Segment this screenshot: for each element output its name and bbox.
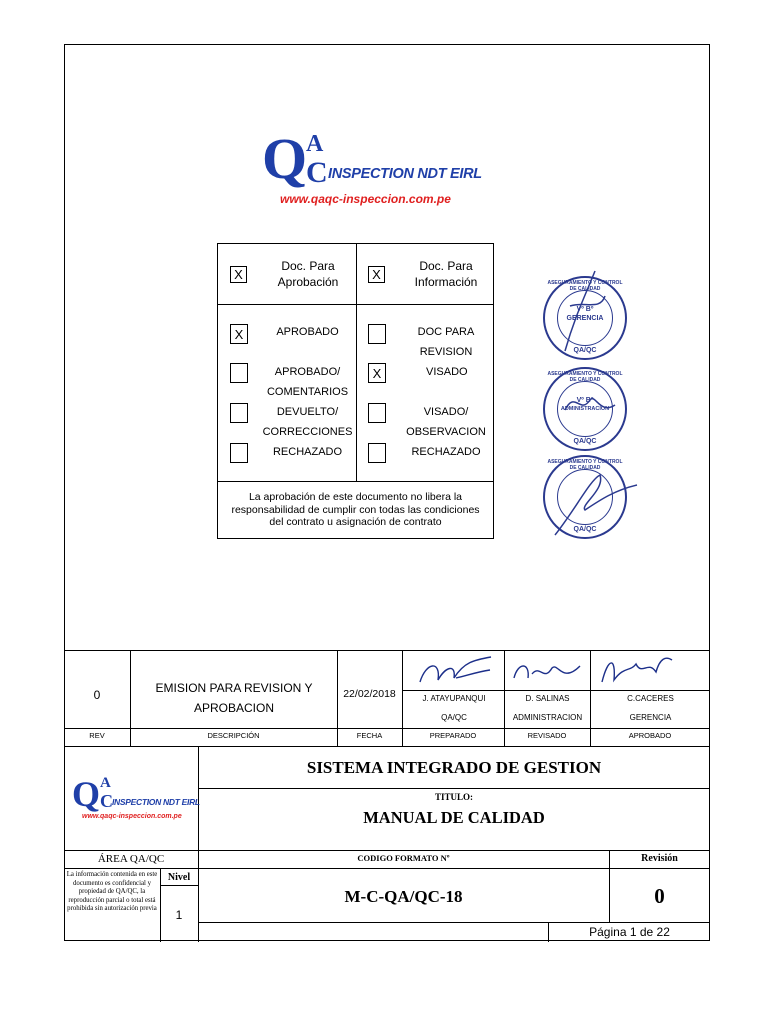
checkbox-doc-revision[interactable]: [368, 324, 386, 344]
checkbox-rechazado-left[interactable]: [230, 443, 248, 463]
aprobado-role: GERENCIA: [629, 713, 672, 722]
preparado-role: QA/QC: [441, 713, 467, 722]
checkbox-rechazado-right[interactable]: [368, 443, 386, 463]
approval-note: La aprobación de este documento no libera la responsabilidad de cumplir con todas las condiciones del contrato u asignación de contrato: [231, 491, 480, 528]
rev-date: 22/02/2018: [343, 688, 396, 700]
header-aprobado: APROBADO: [628, 731, 672, 740]
label-doc-informacion: Doc. Para Información: [414, 259, 478, 289]
approval-status-box: [217, 243, 494, 539]
checkbox-devuelto[interactable]: [230, 403, 248, 423]
revisado-name: D. SALINAS: [525, 694, 570, 703]
stamp-gerencia: ASEGURAMIENTO Y CONTROL DE CALIDAD Vº Bº GERENCIA QA/QC: [543, 276, 627, 360]
header-revisado: REVISADO: [527, 731, 567, 740]
rev-number: 0: [93, 688, 101, 702]
checkbox-visado[interactable]: X: [368, 363, 386, 383]
label-doc-revision: DOC PARA REVISION: [417, 326, 475, 358]
revision-value: 0: [654, 884, 665, 908]
revision-table: [64, 650, 710, 746]
signature-aprobado: [596, 652, 676, 688]
label-rechazado-right: RECHAZADO: [411, 446, 481, 458]
label-aprobado: APROBADO: [276, 326, 339, 338]
document-footer: [64, 746, 710, 942]
codigo-label: CODIGO FORMATO Nº: [357, 853, 450, 863]
area-label: ÁREA QA/QC: [97, 853, 165, 865]
nivel-value: 1: [175, 908, 183, 922]
revision-label: Revisión: [641, 853, 678, 864]
signature-revisado: [510, 656, 586, 688]
label-doc-aprobacion: Doc. Para Aprobación: [277, 259, 339, 289]
label-aprobado-comentarios: APROBADO/ COMENTARIOS: [266, 366, 349, 398]
signature-qaqc-stamp: [545, 460, 640, 540]
checkbox-doc-aprobacion[interactable]: X: [230, 266, 247, 283]
confidentiality-disclaimer: La información contenida en este documento es confidencial y propiedad de QA/QC, la reproducción parcial o total está prohibida sin autorización previa: [66, 871, 158, 912]
header-rev: REV: [89, 731, 105, 740]
logo-url: www.qaqc-inspeccion.com.pe: [280, 192, 451, 206]
aprobado-name: C.CACERES: [627, 694, 674, 703]
signature-preparado: [416, 652, 496, 690]
nivel-label: Nivel: [167, 872, 191, 883]
rev-description: EMISION PARA REVISION Y APROBACION: [155, 681, 313, 715]
checkbox-aprobado-comentarios[interactable]: [230, 363, 248, 383]
divider: [218, 481, 493, 482]
checkbox-aprobado[interactable]: X: [230, 324, 248, 344]
logo-company-name: INSPECTION NDT EIRL: [328, 166, 482, 182]
document-code: M-C-QA/QC-18: [344, 887, 463, 906]
label-devuelto: DEVUELTO/ CORRECCIONES: [262, 406, 353, 438]
signature-gerencia-stamp: [555, 266, 615, 356]
stamp-administracion: ASEGURAMIENTO Y CONTROL DE CALIDAD Vº Bº ADMINISTRACION QA/QC: [543, 367, 627, 451]
revisado-role: ADMINISTRACION: [512, 713, 583, 722]
titulo-label: TITULO:: [434, 792, 473, 802]
divider: [218, 304, 493, 305]
header-descripcion: DESCRIPCIÓN: [207, 731, 260, 740]
signature-administracion-stamp: [560, 385, 620, 425]
checkbox-visado-observacion[interactable]: [368, 403, 386, 423]
divider: [356, 244, 357, 481]
company-logo: Q A C INSPECTION NDT EIRL www.qaqc-inspeccion.com.pe: [262, 126, 482, 206]
footer-company-logo: Q A C INSPECTION NDT EIRL www.qaqc-inspeccion.com.pe: [72, 774, 200, 820]
document-title: MANUAL DE CALIDAD: [363, 808, 545, 827]
label-visado-observacion: VISADO/ OBSERVACION: [406, 406, 486, 438]
page-number: Página 1 de 22: [589, 925, 670, 939]
header-preparado: PREPARADO: [429, 731, 477, 740]
stamp-qaqc: ASEGURAMIENTO Y CONTROL DE CALIDAD QA/QC: [543, 455, 627, 539]
label-rechazado-left: RECHAZADO: [272, 446, 343, 458]
header-fecha: FECHA: [356, 731, 383, 740]
preparado-name: J. ATAYUPANQUI: [422, 694, 486, 703]
system-title: SISTEMA INTEGRADO DE GESTION: [306, 758, 602, 777]
label-visado: VISADO: [426, 366, 468, 378]
checkbox-doc-informacion[interactable]: X: [368, 266, 385, 283]
